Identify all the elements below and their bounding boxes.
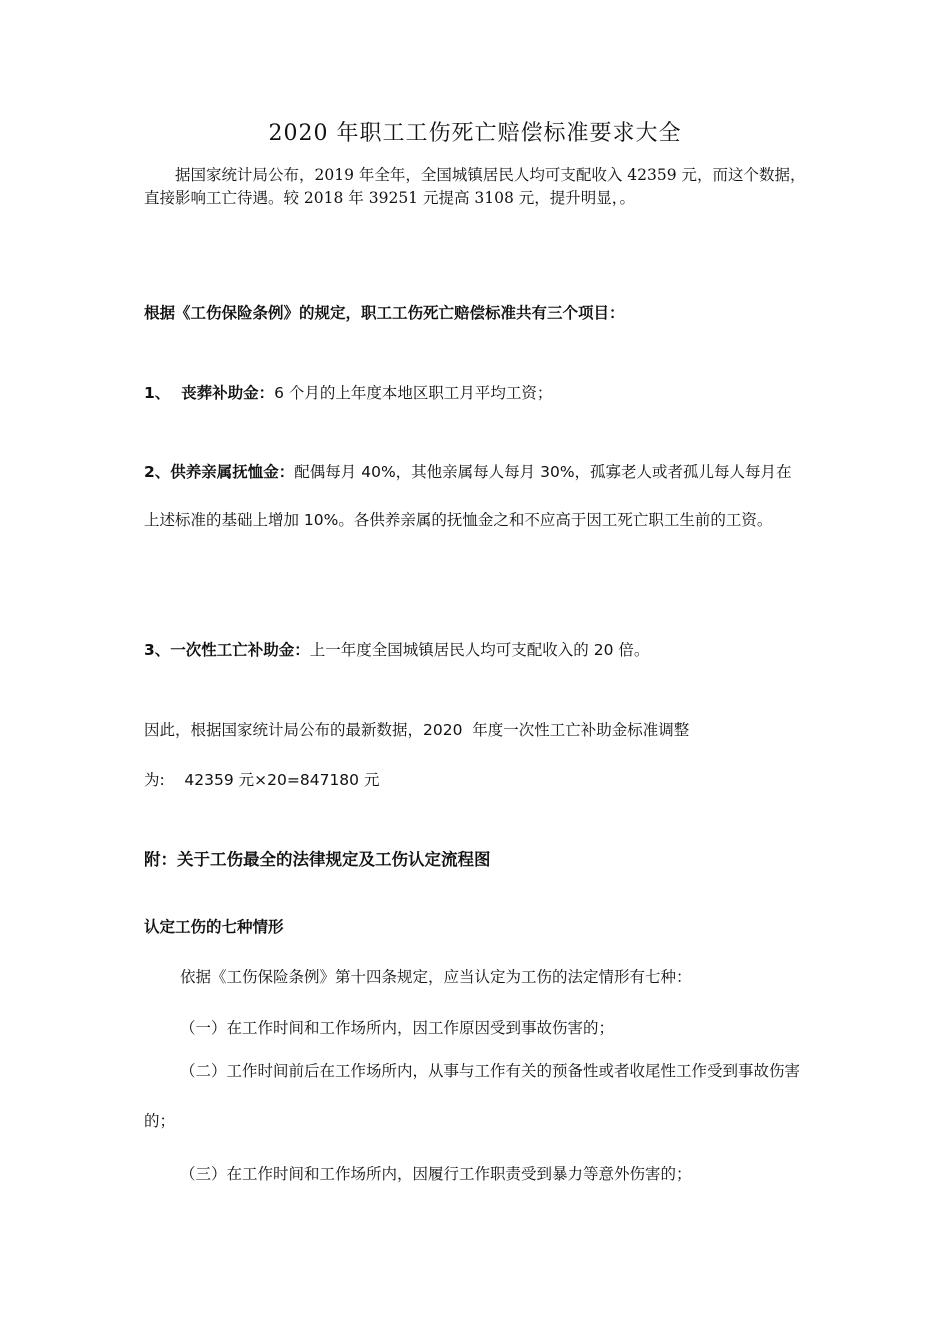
item-text: 配偶每月 40%，其他亲属每人每月 30%，孤寡老人或者孤儿每人每月在上述标准的基础上增加 10%。各供养亲属的抚恤金之和不应高于因工死亡职工生前的工资。 — [144, 463, 792, 529]
item-dependent-pension — [144, 448, 806, 544]
item-text: 6 个月的上年度本地区职工月平均工资； — [274, 384, 553, 402]
intro-paragraph: 据国家统计局公布，2019 年全年，全国城镇居民人均可支配收入 42359 元，而这个数据，直接影响工亡待遇。较 2018 年 39251 元提高 3108 元，提升明显，。 — [144, 166, 806, 207]
section-heading: 根据《工伤保险条例》的规定，职工工伤死亡赔偿标准共有三个项目： — [144, 304, 625, 322]
item-text: 上一年度全国城镇居民人均可支配收入的 20 倍。 — [309, 641, 650, 659]
basis-paragraph: 依据《工伤保险条例》第十四条规定，应当认定为工伤的法定情形有七种： — [180, 968, 692, 986]
conclusion-line-2: 为: 42359 元×20=847180 元 — [144, 771, 380, 789]
item-label: 2、供养亲属抚恤金： — [144, 463, 295, 481]
document-title: 2020 年职工工伤死亡赔偿标准要求大全 — [268, 121, 682, 146]
appendix-heading: 附：关于工伤最全的法律规定及工伤认定流程图 — [144, 850, 491, 869]
case-item: （二）工作时间前后在工作场所内，从事与工作有关的预备性或者收尾性工作受到事故伤害的； — [144, 1062, 801, 1130]
item-funeral-subsidy — [144, 381, 552, 403]
item-label: 3、一次性工亡补助金： — [144, 641, 310, 659]
case-item: （三）在工作时间和工作场所内，因履行工作职责受到暴力等意外伤害的； — [180, 1165, 692, 1183]
item-label: 1、 丧葬补助金： — [144, 384, 275, 402]
case-item: （一）在工作时间和工作场所内，因工作原因受到事故伤害的； — [180, 1019, 615, 1037]
sub-heading: 认定工伤的七种情形 — [144, 918, 284, 936]
conclusion-line-1: 因此，根据国家统计局公布的最新数据，2020 年度一次性工亡补助金标准调整 — [144, 721, 690, 739]
item-death-subsidy — [144, 638, 649, 660]
